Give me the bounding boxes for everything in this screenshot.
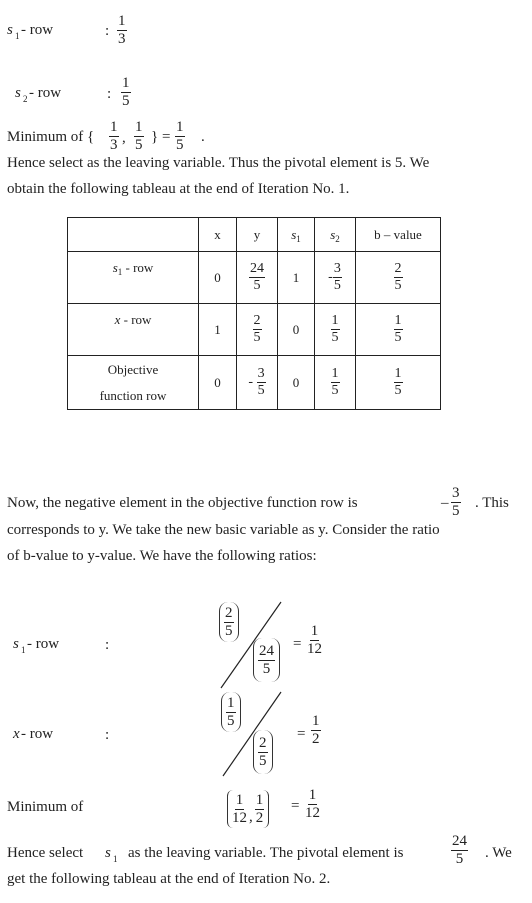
ratio-x-row bbox=[7, 688, 407, 780]
paragraph-iteration-1 bbox=[7, 150, 523, 202]
ratio-s1-suffix: - row bbox=[27, 636, 60, 652]
cell-b bbox=[356, 356, 441, 410]
ratio-x-result bbox=[311, 714, 321, 747]
row-s1-suffix: - row bbox=[122, 260, 154, 275]
ratio-x-bottom-paren bbox=[253, 730, 273, 774]
minimum-fraction-2 bbox=[255, 793, 265, 826]
fraction-numerator: 24 bbox=[250, 261, 264, 276]
cell-y bbox=[237, 356, 278, 410]
row-label-x bbox=[68, 304, 199, 356]
fraction-denominator: 5 bbox=[331, 330, 339, 345]
pivot-element-fraction bbox=[451, 834, 468, 867]
ratio-minimum-result bbox=[305, 788, 320, 821]
paragraph-text: as the leaving variable. The pivotal element is bbox=[128, 845, 404, 861]
fraction-denominator: 5 bbox=[394, 330, 402, 345]
s1-variable: s bbox=[7, 22, 13, 38]
fraction-denominator: 12 bbox=[305, 805, 320, 821]
cell-fraction bbox=[333, 262, 342, 293]
minimum-prefix: Minimum of { bbox=[7, 129, 95, 145]
fraction-numerator: 1 bbox=[235, 791, 244, 808]
paragraph-text: . This bbox=[475, 495, 509, 511]
table-row bbox=[68, 356, 441, 410]
s2-row-suffix: - row bbox=[29, 85, 62, 101]
fraction-denominator: 5 bbox=[257, 383, 265, 398]
ratio-x-slash bbox=[221, 690, 283, 778]
s1-row-suffix: - row bbox=[21, 22, 54, 38]
ratio-s1-colon: : bbox=[105, 637, 110, 653]
minimum-fraction-1 bbox=[109, 120, 119, 153]
ratio-x-suffix: - row bbox=[21, 726, 54, 742]
fraction-numerator: 3 bbox=[257, 366, 265, 381]
cell-fraction bbox=[394, 367, 403, 398]
cell-fraction bbox=[253, 314, 262, 345]
fraction-numerator: 1 bbox=[331, 366, 339, 381]
fraction-denominator: 5 bbox=[259, 752, 267, 769]
paragraph-line: get the following tableau at the end of Iteration No. 2. bbox=[7, 871, 331, 887]
fraction-numerator: 1 bbox=[331, 313, 339, 328]
minimum-result-fraction bbox=[175, 120, 185, 153]
fraction-numerator: 1 bbox=[227, 694, 235, 711]
fraction-numerator: 2 bbox=[225, 604, 233, 621]
cell-s1: 1 bbox=[278, 252, 315, 304]
minimum-comma: , bbox=[122, 130, 126, 146]
s1-colon: : bbox=[105, 23, 110, 39]
fraction-denominator: 5 bbox=[394, 278, 402, 293]
fraction-numerator: 2 bbox=[394, 261, 402, 276]
header-b-value: b – value bbox=[356, 218, 441, 252]
fraction-numerator: 24 bbox=[452, 833, 467, 849]
paragraph-negative-element-rest bbox=[7, 517, 523, 569]
ratio-s1-sub: 1 bbox=[21, 645, 26, 655]
objective-label-line-2: function row bbox=[99, 387, 167, 403]
minimum-suffix: } = bbox=[151, 129, 171, 145]
fraction-denominator: 5 bbox=[122, 93, 130, 109]
cell-fraction bbox=[331, 367, 340, 398]
header-s2-sub: 2 bbox=[335, 233, 340, 244]
fraction-numerator: 2 bbox=[253, 313, 261, 328]
minus-sign: - bbox=[328, 269, 333, 285]
ratio-minimum-equals: = bbox=[291, 798, 300, 814]
table-row bbox=[68, 252, 441, 304]
cell-fraction bbox=[394, 262, 403, 293]
header-s1-var: s bbox=[291, 226, 297, 242]
fraction-denominator: 12 bbox=[307, 641, 322, 657]
fraction-denominator: 2 bbox=[312, 731, 320, 747]
ratio-s1-result bbox=[307, 624, 322, 657]
ratio-x-colon: : bbox=[105, 727, 110, 743]
cell-b bbox=[356, 252, 441, 304]
cell-s1: 0 bbox=[278, 356, 315, 410]
minimum-fraction-1 bbox=[232, 793, 247, 826]
fraction-numerator: 1 bbox=[135, 119, 143, 135]
cell-s2 bbox=[315, 252, 356, 304]
table-corner-cell bbox=[68, 218, 199, 252]
fraction-denominator: 5 bbox=[331, 383, 339, 398]
negative-element-fraction bbox=[451, 486, 461, 519]
fraction-denominator: 5 bbox=[253, 330, 261, 345]
fraction-denominator: 5 bbox=[455, 851, 464, 867]
fraction-denominator: 5 bbox=[176, 137, 184, 153]
fraction-denominator: 5 bbox=[262, 660, 271, 677]
fraction-denominator: 5 bbox=[225, 622, 233, 639]
fraction-numerator: 2 bbox=[259, 734, 267, 751]
header-s1 bbox=[278, 218, 315, 252]
paragraph-line: obtain the following tableau at the end of Iteration No. 1. bbox=[7, 181, 350, 197]
row-label-objective bbox=[68, 356, 199, 410]
fraction-numerator: 24 bbox=[259, 642, 274, 659]
paragraph-text: Now, the negative element in the objective function row is bbox=[7, 495, 358, 511]
cell-s2 bbox=[315, 304, 356, 356]
s1-row-ratio-line bbox=[7, 14, 207, 50]
ratio-minimum-label: Minimum of bbox=[7, 799, 84, 815]
header-s2 bbox=[315, 218, 356, 252]
table-row bbox=[68, 304, 441, 356]
minus-sign: - bbox=[248, 374, 254, 390]
ratio-x-equals: = bbox=[297, 726, 306, 742]
s2-colon: : bbox=[107, 86, 112, 102]
fraction-numerator: 3 bbox=[333, 261, 341, 276]
fraction-denominator: 5 bbox=[333, 278, 341, 293]
paragraph-text: Hence select bbox=[7, 845, 84, 861]
row-x-suffix: - row bbox=[120, 312, 152, 327]
cell-y bbox=[237, 304, 278, 356]
s2-subscript: 2 bbox=[23, 94, 28, 104]
fraction-numerator: 1 bbox=[308, 787, 317, 803]
cell-s2 bbox=[315, 356, 356, 410]
fraction-numerator: 1 bbox=[312, 713, 320, 729]
cell-fraction bbox=[257, 367, 266, 398]
minimum-dot: . bbox=[201, 129, 205, 145]
cell-fraction bbox=[249, 262, 265, 293]
fraction-numerator: 1 bbox=[110, 119, 118, 135]
ratio-minimum-line bbox=[7, 788, 407, 832]
fraction-numerator: 1 bbox=[255, 791, 264, 808]
cell-fraction bbox=[331, 314, 340, 345]
para3-s-sub: 1 bbox=[113, 854, 118, 864]
fraction-numerator: 1 bbox=[118, 13, 126, 29]
fraction-denominator: 3 bbox=[118, 31, 126, 47]
fraction-denominator: 5 bbox=[452, 503, 460, 519]
row-s1-sub: 1 bbox=[117, 267, 123, 277]
row-x-var: x bbox=[114, 312, 121, 327]
minimum-fraction-2 bbox=[134, 120, 144, 153]
fraction-numerator: 1 bbox=[310, 623, 319, 639]
ratio-s1-bottom-paren bbox=[253, 638, 280, 682]
header-s1-sub: 1 bbox=[296, 233, 301, 244]
row-label-s1 bbox=[68, 252, 199, 304]
cell-fraction bbox=[394, 314, 403, 345]
header-x: x bbox=[199, 218, 237, 252]
row-s1-var: s bbox=[112, 260, 118, 275]
s1-ratio-fraction bbox=[117, 14, 127, 47]
table-header-row bbox=[68, 218, 441, 252]
cell-s1: 0 bbox=[278, 304, 315, 356]
ratio-x-var: x bbox=[13, 726, 20, 742]
fraction-denominator: 5 bbox=[135, 137, 143, 153]
cell-x: 1 bbox=[199, 304, 237, 356]
minimum-comma: , bbox=[249, 808, 253, 825]
negative-sign: – bbox=[441, 495, 449, 511]
para3-s-var: s bbox=[105, 845, 111, 861]
paragraph-line: corresponds to y. We take the new basic variable as y. Consider the ratio bbox=[7, 522, 440, 538]
fraction-numerator: 1 bbox=[394, 366, 402, 381]
ratio-fraction bbox=[258, 736, 268, 769]
cell-y bbox=[237, 252, 278, 304]
paragraph-iteration-2-rest bbox=[7, 866, 523, 892]
fraction-numerator: 1 bbox=[394, 313, 402, 328]
header-y: y bbox=[237, 218, 278, 252]
fraction-denominator: 12 bbox=[232, 809, 247, 826]
s2-variable: s bbox=[15, 85, 21, 101]
fraction-numerator: 3 bbox=[452, 485, 460, 501]
s2-ratio-fraction bbox=[121, 76, 131, 109]
cell-x: 0 bbox=[199, 252, 237, 304]
ratio-s1-row bbox=[7, 596, 407, 690]
header-s2-var: s bbox=[330, 226, 336, 242]
fraction-denominator: 5 bbox=[394, 383, 402, 398]
s2-row-ratio-line bbox=[7, 76, 207, 112]
fraction-numerator: 1 bbox=[122, 75, 130, 91]
paragraph-line: Hence select as the leaving variable. Thus the pivotal element is 5. We bbox=[7, 155, 430, 171]
ratio-fraction bbox=[258, 644, 275, 677]
objective-label-line-1: Objective bbox=[107, 361, 159, 377]
ratio-s1-var: s bbox=[13, 636, 19, 652]
cell-b bbox=[356, 304, 441, 356]
fraction-denominator: 2 bbox=[255, 809, 264, 826]
ratio-s1-equals: = bbox=[293, 636, 302, 652]
ratio-minimum-braces bbox=[227, 790, 269, 828]
fraction-denominator: 5 bbox=[253, 278, 261, 293]
iteration-1-tableau bbox=[67, 217, 441, 410]
s1-subscript: 1 bbox=[15, 31, 20, 41]
fraction-denominator: 5 bbox=[227, 712, 235, 729]
fraction-denominator: 3 bbox=[110, 137, 118, 153]
paragraph-line: of b-value to y-value. We have the following ratios: bbox=[7, 548, 317, 564]
cell-x: 0 bbox=[199, 356, 237, 410]
fraction-numerator: 1 bbox=[176, 119, 184, 135]
paragraph-text: . We bbox=[485, 845, 512, 861]
